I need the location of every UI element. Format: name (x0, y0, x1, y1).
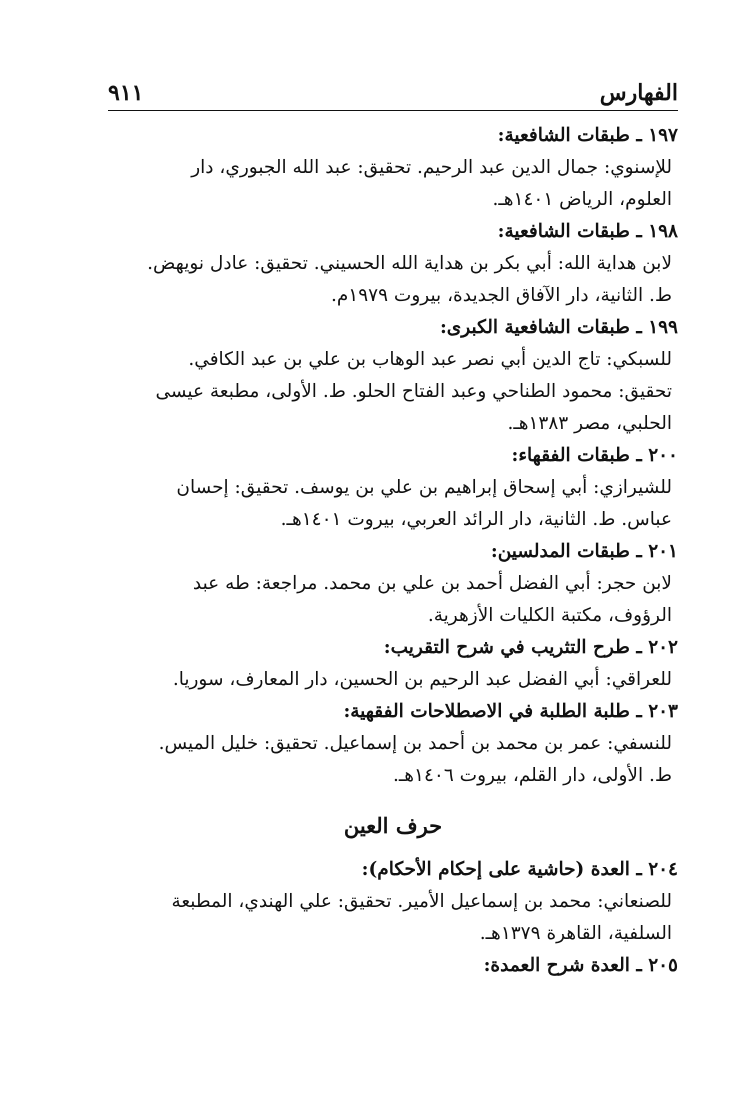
entry-title: العدة (حاشية على إحكام الأحكام): (361, 859, 630, 880)
entry-heading (108, 440, 678, 472)
index-entry (108, 950, 678, 982)
entry-heading (108, 696, 678, 728)
entry-line: للصنعاني: محمد بن إسماعيل الأمير. تحقيق: علي الهندي، المطبعة (171, 891, 672, 912)
entry-body (108, 568, 678, 632)
entry-dash: ـ (636, 445, 642, 466)
entry-number: ٢٠٥ (648, 955, 678, 976)
entry-number: ١٩٨ (648, 221, 678, 242)
index-entry (108, 536, 678, 632)
entry-heading (108, 216, 678, 248)
page-number: ٩١١ (108, 80, 144, 106)
index-entry (108, 632, 678, 696)
index-entry (108, 854, 678, 950)
entry-list-ta (108, 120, 678, 792)
entry-line: ط. الأولى، دار القلم، بيروت ١٤٠٦هـ. (392, 765, 672, 786)
entry-title: طبقات المدلسين: (490, 541, 630, 562)
entry-number: ٢٠١ (648, 541, 678, 562)
entry-number: ١٩٩ (648, 317, 678, 338)
entry-number: ٢٠٠ (648, 445, 678, 466)
index-entry (108, 312, 678, 440)
index-entry (108, 120, 678, 216)
entry-body (108, 664, 678, 696)
entry-heading (108, 120, 678, 152)
entry-line: للشيرازي: أبي إسحاق إبراهيم بن علي بن يوسف. تحقيق: إحسان (176, 477, 672, 498)
section-title: حرف العين (343, 813, 443, 838)
entry-line: السلفية، القاهرة ١٣٧٩هـ. (479, 923, 672, 944)
index-entry (108, 216, 678, 312)
entry-dash: ـ (636, 955, 642, 976)
entry-line: تحقيق: محمود الطناحي وعبد الفتاح الحلو. ط. الأولى، مطبعة عيسى (155, 381, 672, 402)
entry-title: طبقات الشافعية الكبرى: (439, 317, 630, 338)
running-header (108, 70, 678, 111)
entry-body (108, 344, 678, 440)
index-entry (108, 440, 678, 536)
entry-heading (108, 632, 678, 664)
entry-dash: ـ (636, 221, 642, 242)
index-content (108, 120, 678, 982)
entry-line: للسبكي: تاج الدين أبي نصر عبد الوهاب بن علي بن عبد الكافي. (188, 349, 672, 370)
entry-title: طلبة الطلبة في الاصطلاحات الفقهية: (343, 701, 630, 722)
entry-line: ط. الثانية، دار الآفاق الجديدة، بيروت ١٩٧٩م. (330, 285, 672, 306)
entry-line: العلوم، الرياض ١٤٠١هـ. (492, 189, 672, 210)
entry-line: للعراقي: أبي الفضل عبد الرحيم بن الحسين، دار المعارف، سوريا. (172, 669, 672, 690)
entry-title: طبقات الشافعية: (497, 221, 630, 242)
entry-body (108, 152, 678, 216)
entry-heading (108, 854, 678, 886)
entry-body (108, 472, 678, 536)
entry-dash: ـ (636, 701, 642, 722)
entry-heading (108, 312, 678, 344)
entry-line: للنسفي: عمر بن محمد بن أحمد بن إسماعيل. تحقيق: خليل الميس. (158, 733, 672, 754)
entry-dash: ـ (636, 637, 642, 658)
header-title: الفهارس (599, 80, 678, 106)
entry-body (108, 248, 678, 312)
index-entry (108, 696, 678, 792)
entry-dash: ـ (636, 541, 642, 562)
entry-body (108, 728, 678, 792)
entry-dash: ـ (636, 125, 642, 146)
entry-line: لابن حجر: أبي الفضل أحمد بن علي بن محمد. مراجعة: طه عبد (192, 573, 672, 594)
entry-number: ١٩٧ (648, 125, 678, 146)
entry-title: طبقات الفقهاء: (511, 445, 630, 466)
entry-heading (108, 950, 678, 982)
entry-line: الحلبي، مصر ١٣٨٣هـ. (507, 413, 672, 434)
entry-line: لابن هداية الله: أبي بكر بن هداية الله الحسيني. تحقيق: عادل نويهض. (147, 253, 672, 274)
entry-heading (108, 536, 678, 568)
entry-number: ٢٠٢ (648, 637, 678, 658)
entry-title: العدة شرح العمدة: (483, 955, 630, 976)
entry-body (108, 886, 678, 950)
entry-title: طبقات الشافعية: (497, 125, 630, 146)
entry-title: طرح التثريب في شرح التقريب: (383, 637, 630, 658)
entry-line: عباس. ط. الثانية، دار الرائد العربي، بيروت ١٤٠١هـ. (280, 509, 672, 530)
entry-line: للإسنوي: جمال الدين عبد الرحيم. تحقيق: عبد الله الجبوري، دار (191, 157, 672, 178)
entry-list-ain (108, 854, 678, 982)
entry-dash: ـ (636, 859, 642, 880)
entry-number: ٢٠٤ (648, 859, 678, 880)
entry-number: ٢٠٣ (648, 701, 678, 722)
entry-line: الرؤوف، مكتبة الكليات الأزهرية. (427, 605, 672, 626)
entry-dash: ـ (636, 317, 642, 338)
